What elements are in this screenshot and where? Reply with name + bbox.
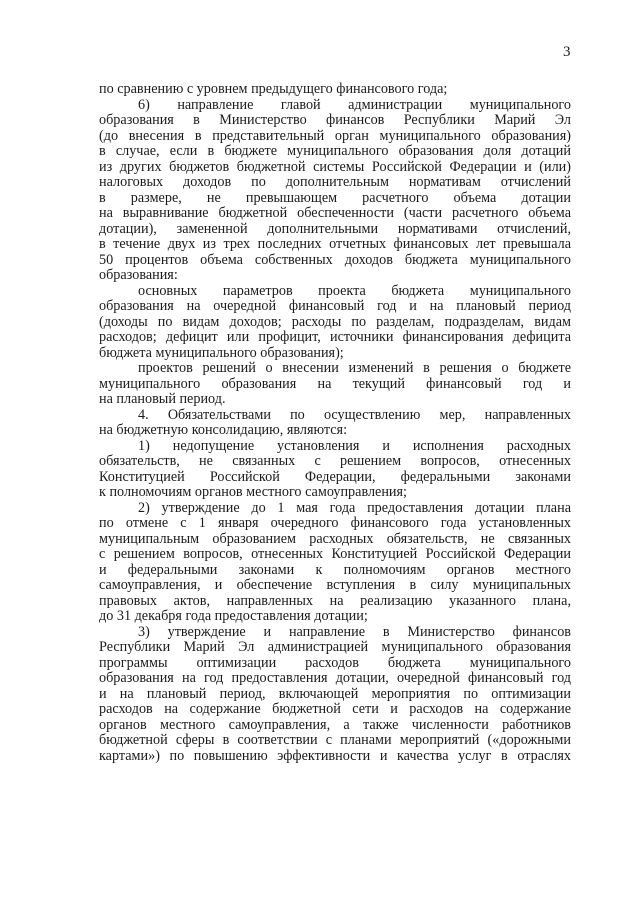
text-line: с решением вопросов, отнесенных Конституцией Российской Федерации — [99, 547, 571, 562]
text-line: самоуправления, и обеспечение вступления в силу муниципальных — [99, 578, 571, 593]
text-line: обязательств, не связанных с решением вопросов, отнесенных — [99, 454, 571, 469]
text-line: 2) утверждение до 1 мая года предоставления дотации плана — [138, 500, 571, 516]
text-line: программы оптимизации расходов бюджета муниципального — [99, 655, 571, 671]
text-line: Республики Марий Эл администрацией муниципального образования — [99, 640, 571, 655]
text-line: образования: — [99, 268, 178, 283]
text-line: к полномочиям органов местного самоуправления; — [99, 485, 407, 500]
text-line: и федеральными законами к полномочиям органов местного — [99, 562, 571, 578]
text-line: дотации), замененной дополнительными нормативами отчислений, — [99, 221, 571, 237]
text-line: 3) утверждение и направление в Министерство финансов — [138, 624, 571, 640]
text-line: бюджетной сферы в соответствии с планами мероприятий («дорожными — [99, 733, 571, 748]
text-line: в размере, не превышающем расчетного объема дотации — [99, 190, 571, 206]
text-line: образования в Министерство финансов Республики Марий Эл — [99, 113, 571, 128]
text-line: по сравнению с уровнем предыдущего финансового года; — [99, 82, 448, 97]
text-line: бюджета муниципального образования); — [99, 345, 344, 361]
text-line: налоговых доходов по дополнительным нормативам отчислений — [99, 175, 571, 190]
text-line: до 31 декабря года предоставления дотации; — [99, 609, 368, 624]
text-line: органов местного самоуправления, а также численности работников — [99, 717, 571, 733]
text-line: (до внесения в представительный орган муниципального образования) — [99, 128, 571, 144]
text-line: муниципальным образованием расходных обязательств, не связанных — [99, 531, 571, 547]
text-line: основных параметров проекта бюджета муниципального — [138, 283, 571, 299]
text-line: Конституцией Российской Федерации, федеральными законами — [99, 469, 571, 485]
text-line: и на плановый период, включающей мероприятия по оптимизации — [99, 686, 571, 702]
text-line: по отмене с 1 января очередного финансового года установленных — [99, 516, 571, 531]
text-line: расходов на содержание бюджетной сети и расходов на содержание — [99, 702, 571, 717]
text-line: 50 процентов объема собственных доходов бюджета муниципального — [99, 252, 571, 268]
text-line: 4. Обязательствами по осуществлению мер, направленных — [138, 407, 571, 423]
text-line: в течение двух из трех последних отчетных финансовых лет превышала — [99, 237, 571, 252]
text-line: (доходы по видам доходов; расходы по разделам, подразделам, видам — [99, 314, 571, 330]
text-line: 6) направление главой администрации муниципального — [138, 97, 571, 113]
page-number: 3 — [563, 44, 571, 60]
text-line: проектов решений о внесении изменений в решения о бюджете — [138, 361, 571, 376]
text-line: образования на очередной финансовый год и на плановый период — [99, 299, 571, 314]
text-line: на бюджетную консолидацию, являются: — [99, 423, 348, 438]
text-line: на выравнивание бюджетной обеспеченности (части расчетного объема — [99, 206, 571, 221]
document-body — [99, 82, 571, 764]
text-line: 1) недопущение установления и исполнения расходных — [138, 438, 571, 454]
text-line: картами») по повышению эффективности и качества услуг в отраслях — [99, 748, 571, 764]
text-line: в случае, если в бюджете муниципального образования доля дотаций — [99, 144, 571, 159]
text-line: на плановый период. — [99, 392, 226, 407]
text-line: образования на год предоставления дотации, очередной финансовый год — [99, 671, 571, 686]
text-line: муниципального образования на текущий финансовый год и — [99, 376, 571, 392]
text-line: расходов; дефицит или профицит, источники финансирования дефицита — [99, 330, 571, 345]
text-line: правовых актов, направленных на реализацию указанного плана, — [99, 593, 571, 609]
text-line: из других бюджетов бюджетной системы Российской Федерации и (или) — [99, 159, 571, 175]
